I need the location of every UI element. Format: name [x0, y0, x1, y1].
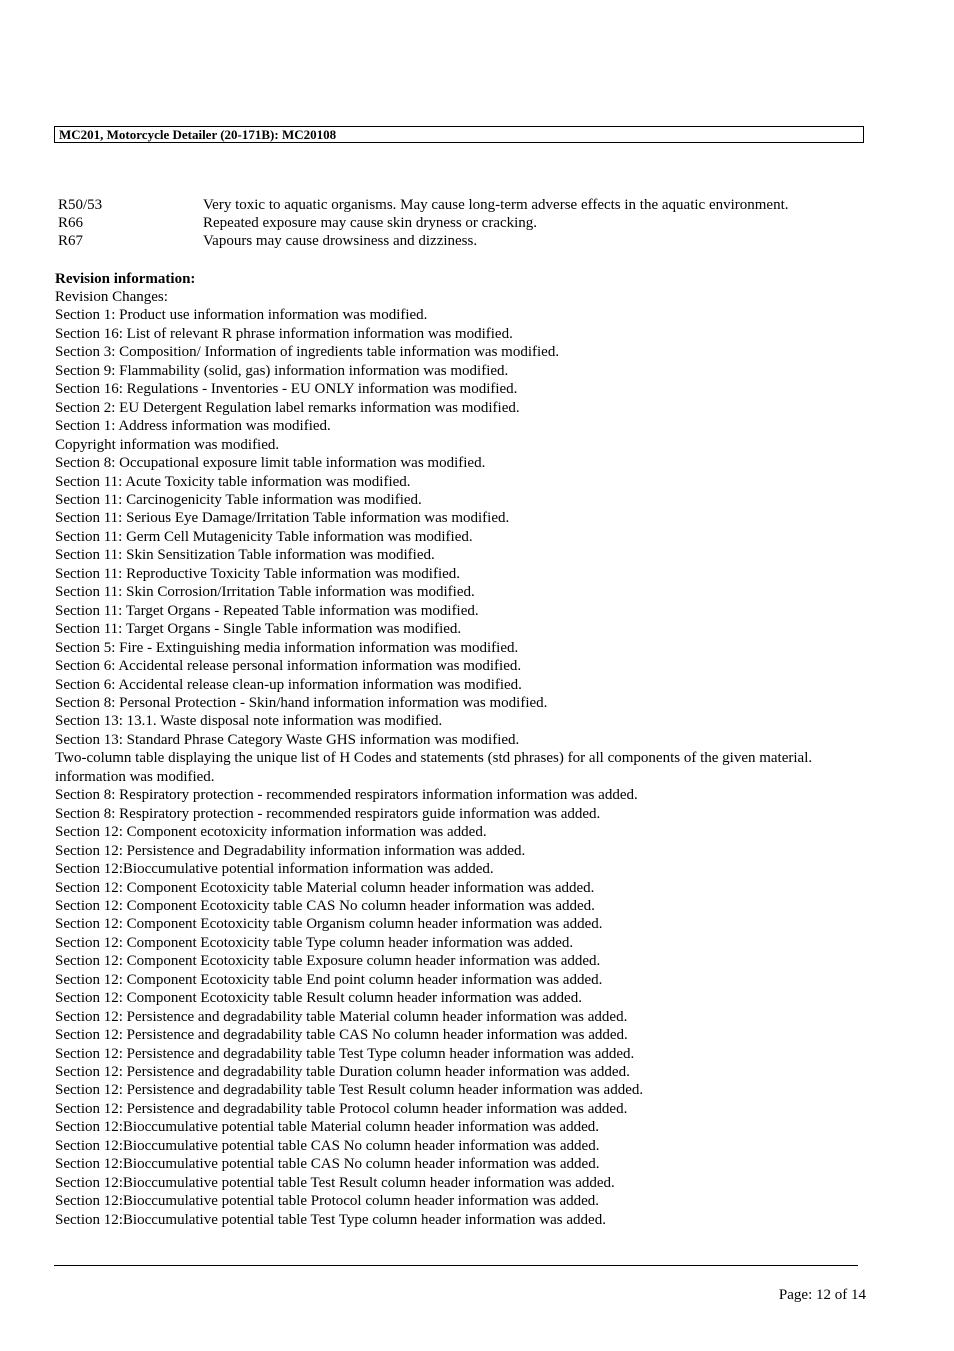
revision-change-item: Section 12:Bioccumulative potential table CAS No column header information was added.: [55, 1137, 600, 1154]
revision-change-item: Section 8: Occupational exposure limit table information was modified.: [55, 455, 486, 472]
revision-change-item: Section 11: Serious Eye Damage/Irritation Table information was modified.: [55, 510, 510, 527]
revision-change-item: Section 12:Bioccumulative potential table CAS No column header information was added.: [55, 1156, 600, 1173]
revision-change-item: Section 8: Respiratory protection - recommended respirators guide information was added.: [55, 805, 601, 822]
revision-change-item: Section 12:Bioccumulative potential table Protocol column header information was added.: [55, 1193, 600, 1210]
revision-change-item: Section 12:Bioccumulative potential information information was added.: [55, 861, 494, 878]
revision-change-item: Section 6: Accidental release clean-up information information was modified.: [55, 676, 522, 693]
revision-change-item: Section 12: Persistence and Degradability information information was added.: [55, 842, 526, 859]
r-phrase-row: [58, 214, 858, 232]
revision-change-item: Section 2: EU Detergent Regulation label remarks information was modified.: [55, 399, 520, 416]
revision-change-item: Section 12: Persistence and degradability table CAS No column header information was added.: [55, 1027, 628, 1044]
revision-change-item: Two-column table displaying the unique list of H Codes and statements (std phrases) for all components of the given material. information was modified.: [55, 750, 813, 785]
revision-change-item: Section 16: Regulations - Inventories - EU ONLY information was modified.: [55, 381, 518, 398]
revision-change-item: Section 12: Component Ecotoxicity table Result column header information was added.: [55, 990, 582, 1007]
page-number: Page: 12 of 14: [778, 1287, 866, 1303]
revision-change-item: Section 1: Address information was modified.: [55, 418, 331, 435]
document-header: [54, 126, 864, 143]
revision-change-item: Section 12:Bioccumulative potential table Test Type column header information was added.: [55, 1211, 606, 1228]
revision-change-item: Section 9: Flammability (solid, gas) information information was modified.: [55, 362, 509, 379]
revision-change-list: [55, 306, 855, 1229]
revision-change-item: Section 11: Skin Sensitization Table information was modified.: [55, 547, 435, 564]
revision-change-item: Section 11: Target Organs - Single Table information was modified.: [55, 621, 462, 638]
revision-change-item: Section 11: Germ Cell Mutagenicity Table information was modified.: [55, 528, 473, 545]
revision-change-item: Section 3: Composition/ Information of ingredients table information was modified.: [55, 344, 560, 361]
r-phrase-row: [58, 232, 858, 250]
revision-change-item: Section 1: Product use information information was modified.: [55, 307, 428, 324]
revision-change-item: Section 12: Persistence and degradability table Test Result column header information was added.: [55, 1082, 644, 1099]
r-phrase-code: R66: [58, 215, 84, 231]
revision-change-item: Section 12: Component Ecotoxicity table Material column header information was added.: [55, 879, 595, 896]
r-phrase-text: Repeated exposure may cause skin dryness or cracking.: [203, 215, 538, 231]
r-phrase-row: [58, 196, 858, 214]
r-phrase-code: R50/53: [58, 197, 103, 213]
revision-heading: Revision information:: [55, 271, 196, 287]
revision-change-item: Section 11: Skin Corrosion/Irritation Table information was modified.: [55, 584, 475, 601]
document-title: MC201, Motorcycle Detailer (20-171B): MC20108: [59, 127, 337, 142]
revision-change-item: Section 8: Respiratory protection - recommended respirators information information was added.: [55, 787, 638, 804]
revision-change-item: Section 16: List of relevant R phrase information information was modified.: [55, 325, 513, 342]
revision-change-item: Section 8: Personal Protection - Skin/hand information information was modified.: [55, 694, 548, 711]
revision-change-item: Section 12: Persistence and degradability table Material column header information was added.: [55, 1008, 628, 1025]
revision-change-item: Section 12:Bioccumulative potential table Material column header information was added.: [55, 1119, 599, 1136]
revision-change-item: Section 11: Carcinogenicity Table information was modified.: [55, 491, 422, 508]
revision-change-item: Section 12:Bioccumulative potential table Test Result column header information was added.: [55, 1174, 615, 1191]
revision-subheading: Revision Changes:: [55, 289, 168, 305]
revision-change-item: Section 12: Persistence and degradability table Test Type column header information was added.: [55, 1045, 635, 1062]
revision-information: [55, 270, 855, 1229]
revision-change-item: Section 12: Component ecotoxicity information information was added.: [55, 824, 487, 841]
r-phrase-list: [58, 196, 858, 250]
revision-change-item: Section 12: Component Ecotoxicity table Exposure column header information was added.: [55, 953, 601, 970]
revision-change-item: Section 5: Fire - Extinguishing media information information was modified.: [55, 639, 519, 656]
revision-change-item: Section 13: 13.1. Waste disposal note information was modified.: [55, 713, 443, 730]
r-phrase-code: R67: [58, 233, 84, 249]
revision-change-item: Section 12: Component Ecotoxicity table Type column header information was added.: [55, 934, 574, 951]
revision-change-item: Section 13: Standard Phrase Category Waste GHS information was modified.: [55, 731, 520, 748]
revision-change-item: Section 12: Component Ecotoxicity table End point column header information was added.: [55, 971, 603, 988]
r-phrase-text: Vapours may cause drowsiness and dizziness.: [203, 233, 478, 249]
revision-change-item: Section 11: Acute Toxicity table information was modified.: [55, 473, 411, 490]
r-phrase-text: Very toxic to aquatic organisms. May cause long-term adverse effects in the aquatic environment.: [203, 197, 789, 213]
revision-change-item: Section 11: Target Organs - Repeated Table information was modified.: [55, 602, 479, 619]
revision-change-item: Section 6: Accidental release personal information information was modified.: [55, 658, 522, 675]
revision-change-item: Section 12: Component Ecotoxicity table CAS No column header information was added.: [55, 897, 595, 914]
revision-change-item: Section 12: Component Ecotoxicity table Organism column header information was added.: [55, 916, 603, 933]
revision-change-item: Section 12: Persistence and degradability table Protocol column header information was added.: [55, 1100, 628, 1117]
revision-change-item: Section 11: Reproductive Toxicity Table information was modified.: [55, 565, 461, 582]
revision-change-item: Copyright information was modified.: [55, 436, 280, 453]
footer-divider: [54, 1265, 858, 1266]
revision-change-item: Section 12: Persistence and degradability table Duration column header information was added.: [55, 1064, 630, 1081]
